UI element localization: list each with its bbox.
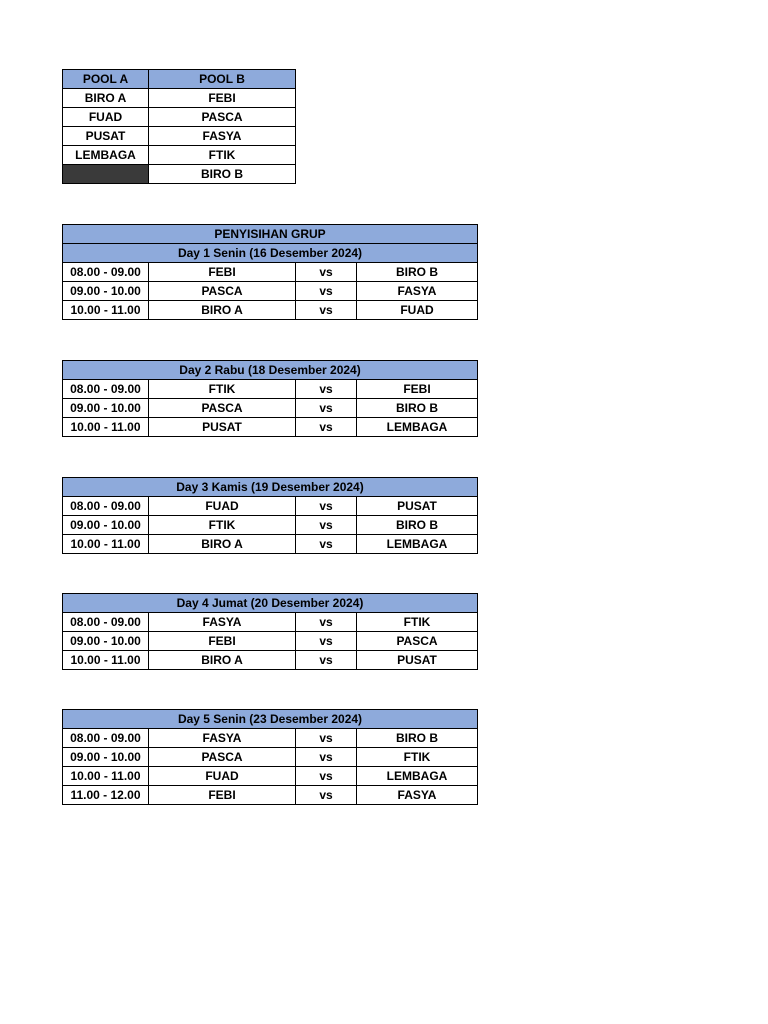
match-away-team[interactable]: LEMBAGA xyxy=(357,418,478,437)
match-away-team[interactable]: FUAD xyxy=(357,301,478,320)
match-row xyxy=(63,729,478,748)
day-title-row xyxy=(63,710,478,729)
match-time[interactable]: 10.00 - 11.00 xyxy=(63,767,149,786)
pool-a-cell[interactable]: BIRO A xyxy=(63,89,149,108)
match-away-team[interactable]: FTIK xyxy=(357,748,478,767)
pool-header-row xyxy=(63,70,296,89)
pool-row xyxy=(63,146,296,165)
pool-a-cell[interactable]: LEMBAGA xyxy=(63,146,149,165)
match-away-team[interactable]: FTIK xyxy=(357,613,478,632)
match-home-team[interactable]: FUAD xyxy=(149,767,296,786)
match-home-team[interactable]: PASCA xyxy=(149,748,296,767)
pool-row xyxy=(63,127,296,146)
match-time[interactable]: 08.00 - 09.00 xyxy=(63,263,149,282)
day-title[interactable]: Day 5 Senin (23 Desember 2024) xyxy=(63,710,478,729)
match-vs[interactable]: vs xyxy=(296,399,357,418)
match-time[interactable]: 09.00 - 10.00 xyxy=(63,282,149,301)
match-time[interactable]: 08.00 - 09.00 xyxy=(63,613,149,632)
match-row xyxy=(63,748,478,767)
match-time[interactable]: 09.00 - 10.00 xyxy=(63,632,149,651)
match-vs[interactable]: vs xyxy=(296,418,357,437)
match-home-team[interactable]: FEBI xyxy=(149,786,296,805)
match-row xyxy=(63,651,478,670)
match-row xyxy=(63,786,478,805)
match-vs[interactable]: vs xyxy=(296,613,357,632)
match-home-team[interactable]: FASYA xyxy=(149,613,296,632)
match-vs[interactable]: vs xyxy=(296,632,357,651)
match-time[interactable]: 10.00 - 11.00 xyxy=(63,651,149,670)
match-vs[interactable]: vs xyxy=(296,380,357,399)
day-title[interactable]: Day 1 Senin (16 Desember 2024) xyxy=(63,244,478,263)
day-4-schedule-table xyxy=(62,593,478,670)
day-title-row xyxy=(63,244,478,263)
match-row xyxy=(63,613,478,632)
match-home-team[interactable]: PASCA xyxy=(149,399,296,418)
pool-row xyxy=(63,108,296,127)
day-title-row xyxy=(63,478,478,497)
match-away-team[interactable]: BIRO B xyxy=(357,399,478,418)
pool-b-cell[interactable]: FEBI xyxy=(149,89,296,108)
pool-row xyxy=(63,165,296,184)
match-row xyxy=(63,632,478,651)
match-away-team[interactable]: BIRO B xyxy=(357,729,478,748)
match-row xyxy=(63,418,478,437)
match-vs[interactable]: vs xyxy=(296,516,357,535)
match-away-team[interactable]: BIRO B xyxy=(357,516,478,535)
match-away-team[interactable]: PUSAT xyxy=(357,651,478,670)
schedule-title[interactable]: PENYISIHAN GRUP xyxy=(63,225,478,244)
match-row xyxy=(63,516,478,535)
match-time[interactable]: 09.00 - 10.00 xyxy=(63,748,149,767)
match-home-team[interactable]: BIRO A xyxy=(149,651,296,670)
match-vs[interactable]: vs xyxy=(296,263,357,282)
match-vs[interactable]: vs xyxy=(296,786,357,805)
pool-a-cell[interactable]: PUSAT xyxy=(63,127,149,146)
match-vs[interactable]: vs xyxy=(296,651,357,670)
day-title[interactable]: Day 2 Rabu (18 Desember 2024) xyxy=(63,361,478,380)
match-away-team[interactable]: FASYA xyxy=(357,786,478,805)
match-row xyxy=(63,263,478,282)
match-row xyxy=(63,535,478,554)
match-home-team[interactable]: FUAD xyxy=(149,497,296,516)
day-title[interactable]: Day 3 Kamis (19 Desember 2024) xyxy=(63,478,478,497)
day-2-schedule-table xyxy=(62,360,478,437)
pool-b-cell[interactable]: PASCA xyxy=(149,108,296,127)
match-vs[interactable]: vs xyxy=(296,748,357,767)
match-time[interactable]: 08.00 - 09.00 xyxy=(63,497,149,516)
match-home-team[interactable]: FEBI xyxy=(149,263,296,282)
match-time[interactable]: 10.00 - 11.00 xyxy=(63,418,149,437)
day-title-row xyxy=(63,594,478,613)
match-vs[interactable]: vs xyxy=(296,767,357,786)
match-away-team[interactable]: BIRO B xyxy=(357,263,478,282)
match-away-team[interactable]: PUSAT xyxy=(357,497,478,516)
match-away-team[interactable]: LEMBAGA xyxy=(357,767,478,786)
pool-a-header[interactable]: POOL A xyxy=(63,70,149,89)
match-time[interactable]: 08.00 - 09.00 xyxy=(63,729,149,748)
pool-b-header[interactable]: POOL B xyxy=(149,70,296,89)
schedule-title-row xyxy=(63,225,478,244)
match-row xyxy=(63,282,478,301)
day-title[interactable]: Day 4 Jumat (20 Desember 2024) xyxy=(63,594,478,613)
match-vs[interactable]: vs xyxy=(296,282,357,301)
match-row xyxy=(63,767,478,786)
pool-a-cell[interactable]: FUAD xyxy=(63,108,149,127)
match-home-team[interactable]: FASYA xyxy=(149,729,296,748)
match-row xyxy=(63,380,478,399)
pool-b-cell[interactable]: BIRO B xyxy=(149,165,296,184)
match-vs[interactable]: vs xyxy=(296,535,357,554)
match-home-team[interactable]: PASCA xyxy=(149,282,296,301)
day-1-schedule-table xyxy=(62,224,478,320)
match-vs[interactable]: vs xyxy=(296,301,357,320)
match-row xyxy=(63,301,478,320)
match-row xyxy=(63,399,478,418)
day-title-row xyxy=(63,361,478,380)
pool-b-cell[interactable]: FASYA xyxy=(149,127,296,146)
day-5-schedule-table xyxy=(62,709,478,805)
match-time[interactable]: 11.00 - 12.00 xyxy=(63,786,149,805)
match-time[interactable]: 09.00 - 10.00 xyxy=(63,399,149,418)
match-home-team[interactable]: BIRO A xyxy=(149,535,296,554)
match-time[interactable]: 10.00 - 11.00 xyxy=(63,535,149,554)
match-away-team[interactable]: FEBI xyxy=(357,380,478,399)
day-3-schedule-table xyxy=(62,477,478,554)
match-away-team[interactable]: LEMBAGA xyxy=(357,535,478,554)
match-home-team[interactable]: FTIK xyxy=(149,380,296,399)
match-row xyxy=(63,497,478,516)
match-home-team[interactable]: BIRO A xyxy=(149,301,296,320)
match-home-team[interactable]: PUSAT xyxy=(149,418,296,437)
pool-b-cell[interactable]: FTIK xyxy=(149,146,296,165)
match-away-team[interactable]: PASCA xyxy=(357,632,478,651)
match-time[interactable]: 09.00 - 10.00 xyxy=(63,516,149,535)
pool-row xyxy=(63,89,296,108)
match-time[interactable]: 08.00 - 09.00 xyxy=(63,380,149,399)
match-home-team[interactable]: FEBI xyxy=(149,632,296,651)
match-vs[interactable]: vs xyxy=(296,497,357,516)
pool-a-empty-cell[interactable] xyxy=(63,165,149,184)
match-home-team[interactable]: FTIK xyxy=(149,516,296,535)
pool-table xyxy=(62,69,296,184)
match-vs[interactable]: vs xyxy=(296,729,357,748)
match-time[interactable]: 10.00 - 11.00 xyxy=(63,301,149,320)
match-away-team[interactable]: FASYA xyxy=(357,282,478,301)
